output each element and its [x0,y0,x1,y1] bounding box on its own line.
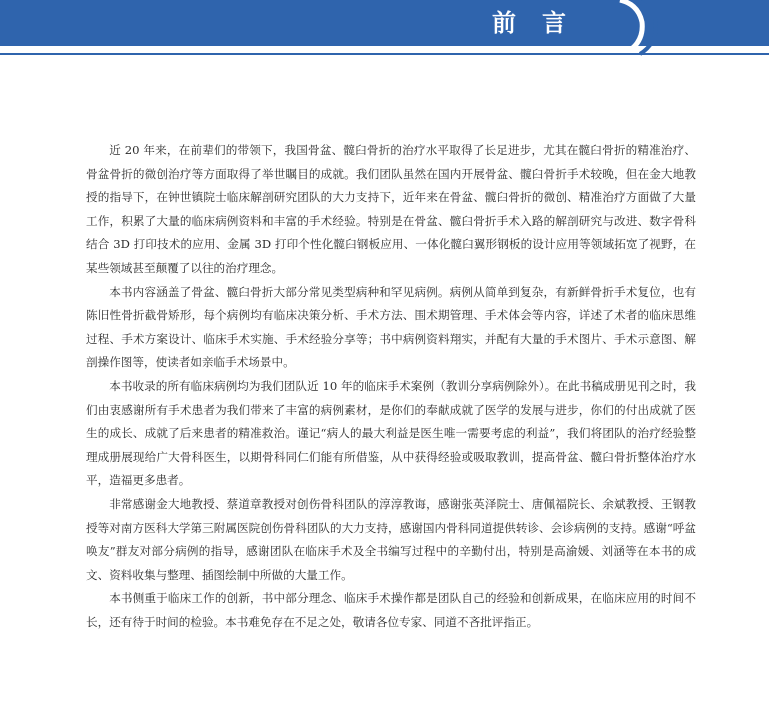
preface-paragraph-5: 本书侧重于临床工作的创新，书中部分理念、临床手术操作都是团队自己的经验和创新成果，在临床应用的时间不长，还有待于时间的检验。本书难免存在不足之处，敬请各位专家、同道不吝批评指正。 [86,591,696,629]
header-swoosh-decoration [612,0,662,56]
preface-paragraph-2: 本书内容涵盖了骨盆、髋臼骨折大部分常见类型病种和罕见病例。病例从简单到复杂，有新鲜骨折手术复位，也有陈旧性骨折截骨矫形，每个病例均有临床决策分析、手术方法、围术期管理、手术体会等内容，详述了术者的临床思维过程、手术方案设计、临床手术实施、手术经验分享等；书中病例资料翔实，并配有大量的手术图片、手术示意图、解剖操作图等，使读者如亲临手术场景中。 [86,284,696,370]
preface-paragraph-1: 近 20 年来，在前辈们的带领下，我国骨盆、髋臼骨折的治疗水平取得了长足进步，尤其在髋臼骨折的精准治疗、骨盆骨折的微创治疗等方面取得了举世瞩目的成就。我们团队虽然在国内开展骨盆、髋臼骨折手术较晚，但在金大地教授的指导下，在钟世镇院士临床解剖研究团队的大力支持下，近年来在骨盆、髋臼骨折的微创、精准治疗方面做了大量工作，积累了大量的临床病例资料和丰富的手术经验。特别是在骨盆、髋臼骨折手术入路的解剖研究与改进、数字骨科结合 3D 打印技术的应用、金属 3D 打印个性化髋臼钢板应用、一体化髋臼翼形钢板的设计应用等领域拓宽了视野，在某些领域甚至颠覆了以往的治疗理念。 [86,143,696,275]
preface-paragraph-3: 本书收录的所有临床病例均为我们团队近 10 年的临床手术案例（教训分享病例除外）。在此书稿成册见刊之时，我们由衷感谢所有手术患者为我们带来了丰富的病例素材，是你们的奉献成就了医学的发展与进步，你们的付出成就了医生的成长、成就了后来患者的精准救治。谨记“病人的最大利益是医生唯一需要考虑的利益”，我们将团队的治疗经验整理成册展现给广大骨科医生，以期骨科同仁们能有所借鉴，从中获得经验或吸取教训，提高骨盆、髋臼骨折整体治疗水平，造福更多患者。 [86,378,696,488]
preface-body [86,139,696,634]
preface-paragraph-4: 非常感谢金大地教授、蔡道章教授对创伤骨科团队的淳淳教诲，感谢张英泽院士、唐佩福院长、余斌教授、王钢教授等对南方医科大学第三附属医院创伤骨科团队的大力支持，感谢国内骨科同道提供转诊、会诊病例的支持。感谢“呼盆唤友”群友对部分病例的指导，感谢团队在临床手术及全书编写过程中的辛勤付出，特别是高渝媛、刘涵等在本书的成文、资料收集与整理、插图绘制中所做的大量工作。 [86,496,696,582]
page-title: 前言 [492,9,592,37]
